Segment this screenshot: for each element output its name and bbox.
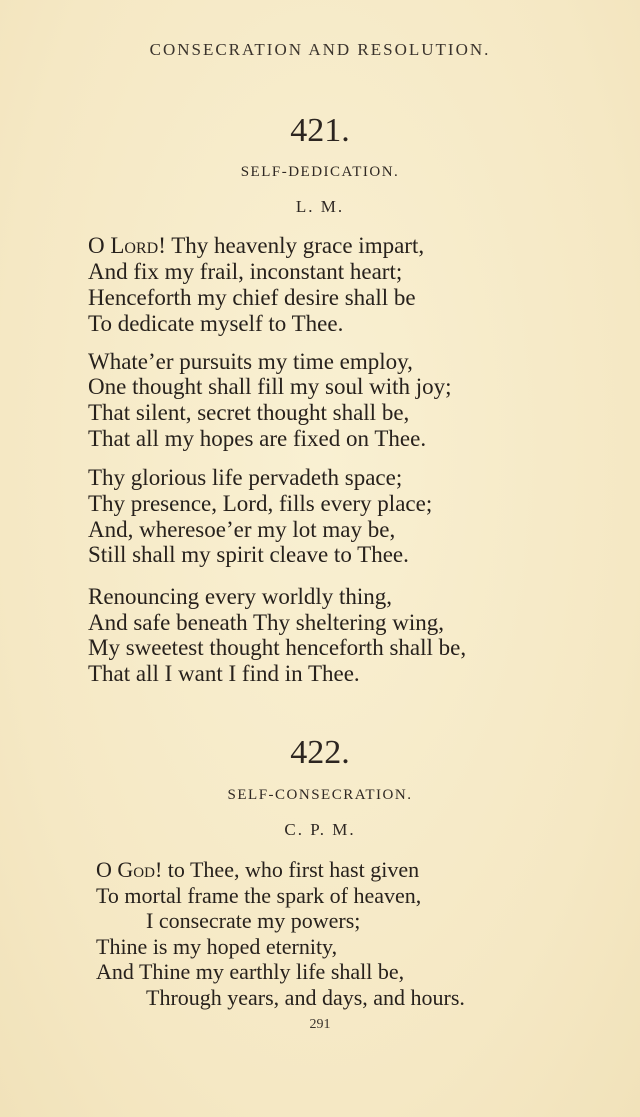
running-head: CONSECRATION AND RESOLUTION. xyxy=(149,40,491,59)
verse-line: That all I want I find in Thee. xyxy=(88,661,360,686)
verse-line: One thought shall fill my soul with joy; xyxy=(88,374,452,399)
verse-line-rest: ! Thy heavenly grace impart, xyxy=(158,233,425,258)
page-number: 291 xyxy=(309,1017,331,1032)
verse-line: I consecrate my powers; xyxy=(146,908,361,933)
hymn-meter: C. P. M. xyxy=(284,820,356,839)
verse-line: Renouncing every worldly thing, xyxy=(88,584,393,609)
verse-line: And Thine my earthly life shall be, xyxy=(96,959,405,984)
verse-line-small-caps: Lord xyxy=(110,233,159,258)
verse-line: My sweetest thought henceforth shall be, xyxy=(88,635,467,660)
verse-line: Still shall my spirit cleave to Thee. xyxy=(88,542,409,567)
verse-line-lead: O xyxy=(96,857,118,882)
verse-line: Thy presence, Lord, fills every place; xyxy=(88,491,433,516)
verse-line-lead: O xyxy=(88,233,111,258)
verse-line: Henceforth my chief desire shall be xyxy=(88,285,416,310)
verse-line: Thy glorious life pervadeth space; xyxy=(88,465,403,490)
verse-line: Thine is my hoped eternity, xyxy=(96,934,338,959)
hymn-title: SELF-CONSECRATION. xyxy=(227,787,413,803)
verse-line-rest: ! to Thee, who first hast given xyxy=(154,857,420,882)
verse-line xyxy=(96,857,419,883)
verse-line-small-caps: God xyxy=(117,857,155,882)
verse-line: Whate’er pursuits my time employ, xyxy=(88,349,413,374)
verse-line: To dedicate myself to Thee. xyxy=(88,311,344,336)
hymn-title: SELF-DEDICATION. xyxy=(240,164,400,180)
verse-line: And safe beneath Thy sheltering wing, xyxy=(88,610,444,635)
verse-line: Through years, and days, and hours. xyxy=(146,985,465,1010)
verse-line: And, wheresoe’er my lot may be, xyxy=(88,517,396,542)
verse-line xyxy=(88,233,424,259)
hymn-meter: L. M. xyxy=(295,197,345,216)
verse-line: That silent, secret thought shall be, xyxy=(88,400,410,425)
hymn-number: 422. xyxy=(290,734,350,771)
verse-line: To mortal frame the spark of heaven, xyxy=(96,883,422,908)
verse-line: That all my hopes are fixed on Thee. xyxy=(88,426,427,451)
hymn-number: 421. xyxy=(290,112,350,149)
verse-line: And fix my frail, inconstant heart; xyxy=(88,259,403,284)
